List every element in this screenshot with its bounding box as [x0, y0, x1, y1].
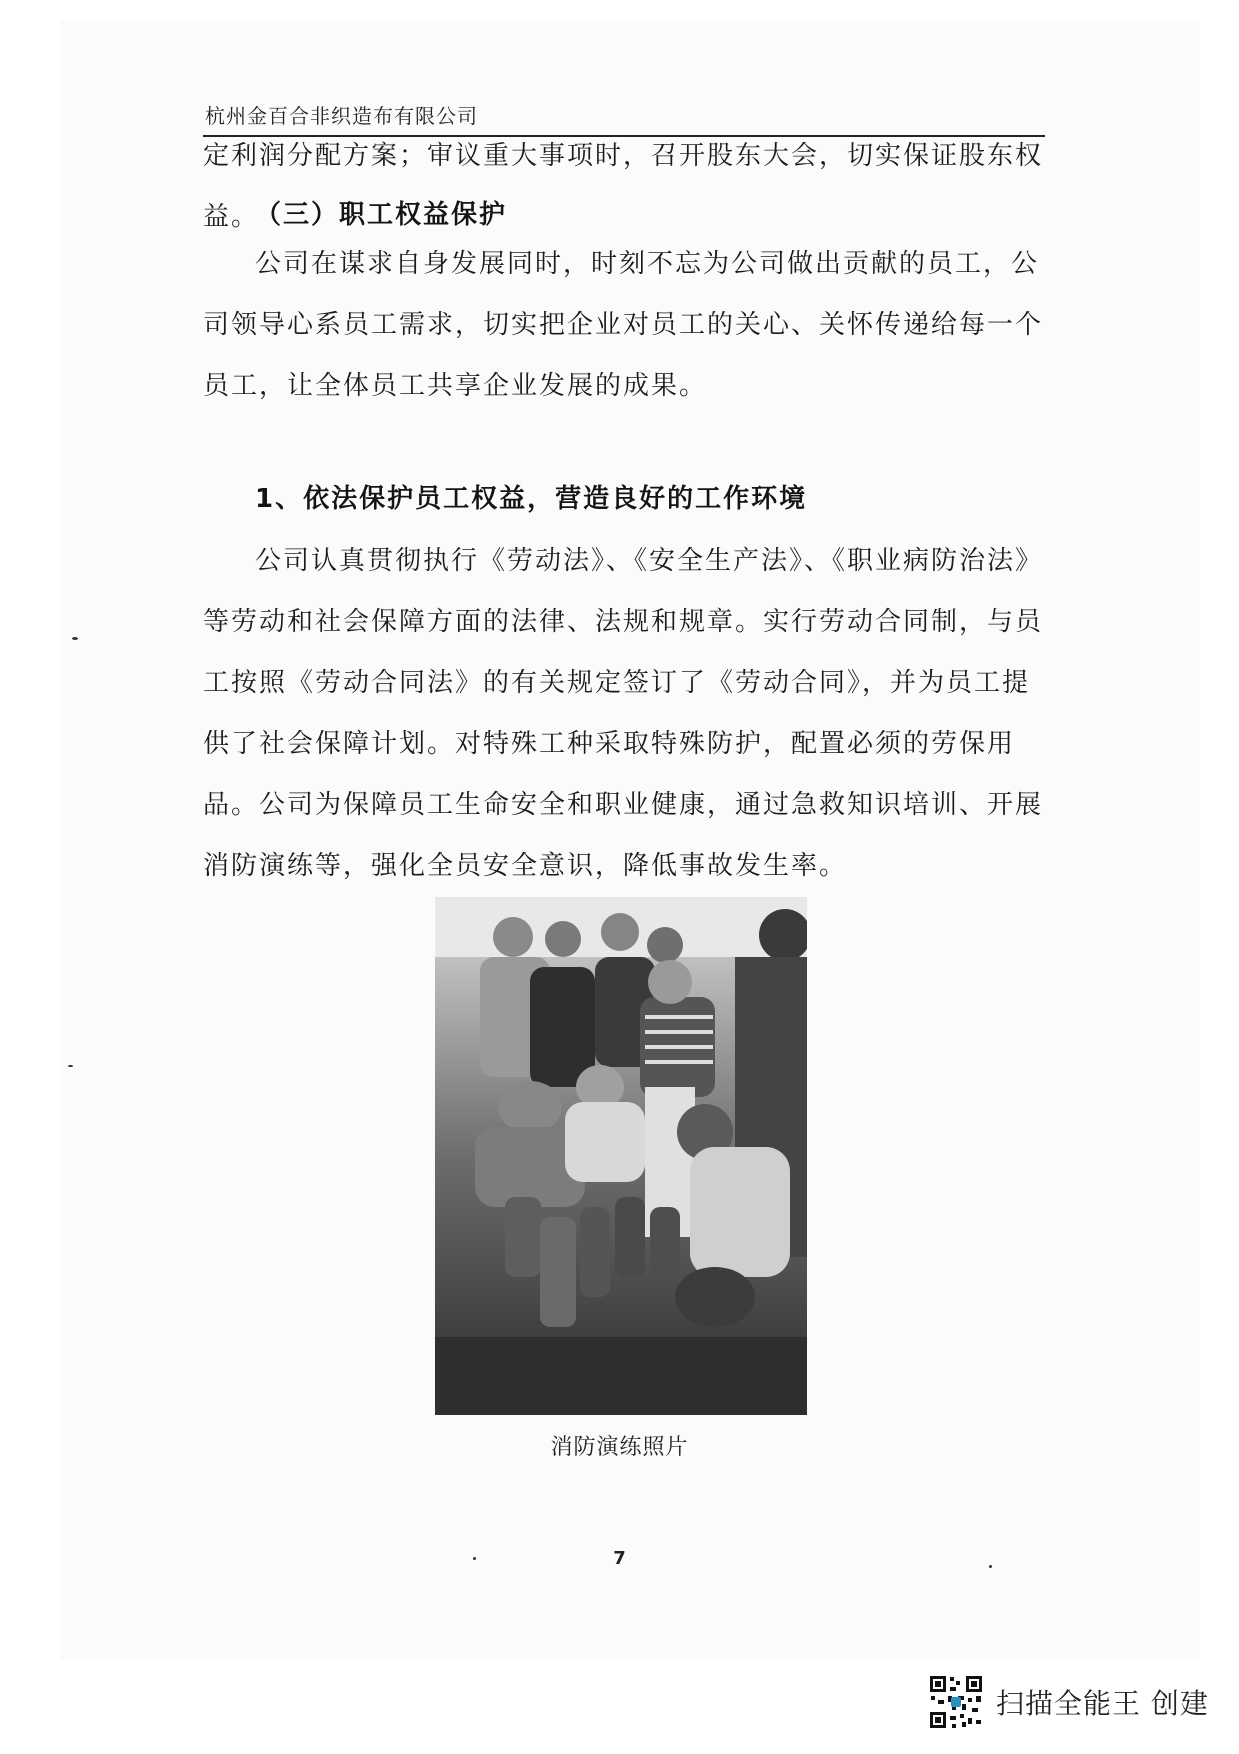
scan-speck — [473, 1557, 476, 1560]
photo-caption: 消防演练照片 — [550, 1435, 689, 1460]
subheading: 1、依法保护员工权益，营造良好的工作环境 — [255, 484, 808, 514]
fire-drill-photo — [435, 897, 807, 1415]
scan-speck — [68, 1065, 73, 1067]
section-heading: （三）职工权益保护 — [255, 200, 508, 230]
scan-speck — [989, 1565, 992, 1568]
paragraph-labor-law: 公司认真贯彻执行《劳动法》、《安全生产法》、《职业病防治法》等劳动和社会保障方面的法律、法规和规章。实行劳动合同制，与员工按照《劳动合同法》的有关规定签订了《劳动合同》，并为员工提供了社会保障计划。对特殊工种采取特殊防护，配置必须的劳保用品。公司为保障员工生命安全和职业健康，通过急救知识培训、开展消防演练等，强化全员安全意识，降低事故发生率。 — [203, 546, 1044, 881]
scan-speck — [72, 637, 78, 640]
scanner-watermark — [928, 1674, 1209, 1730]
qr-code-icon — [928, 1674, 984, 1730]
paragraph-continuation: 定利润分配方案；审议重大事项时，召开股东大会，切实保证股东权益。 — [203, 141, 1044, 232]
page-number: 7 — [613, 1548, 626, 1569]
watermark-text: 扫描全能王 创建 — [996, 1687, 1209, 1720]
paragraph-intro: 公司在谋求自身发展同时，时刻不忘为公司做出贡献的员工，公司领导心系员工需求，切实把企业对员工的关心、关怀传递给每一个员工，让全体员工共享企业发展的成果。 — [203, 249, 1044, 401]
page-header: 杭州金百合非织造布有限公司 — [205, 104, 478, 128]
